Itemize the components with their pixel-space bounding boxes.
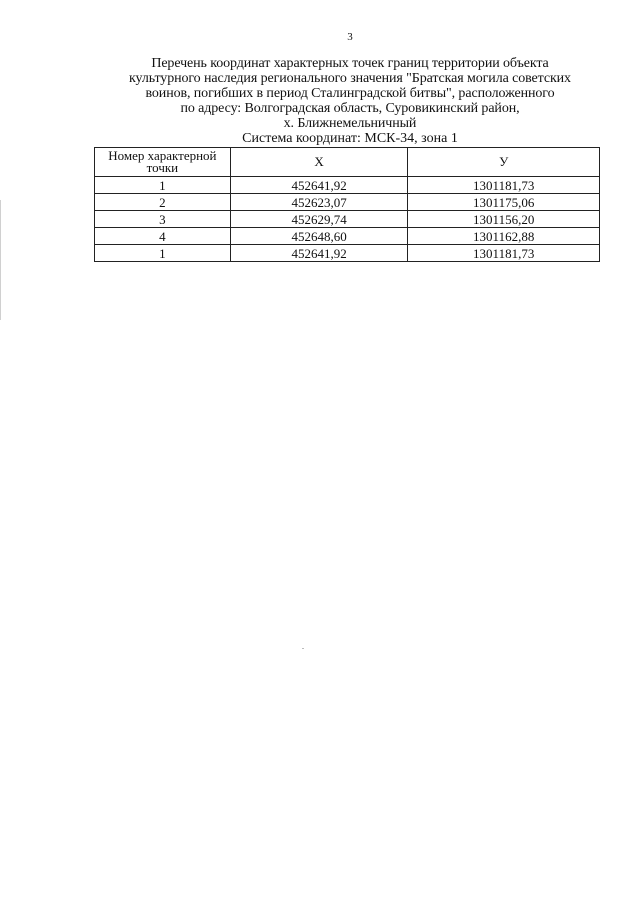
cell-point: 2: [95, 194, 231, 211]
coordinate-system-label: Система координат: МСК-34, зона 1: [242, 131, 458, 146]
title-line: культурного наследия регионального значения "Братская могила советских: [129, 71, 571, 86]
cell-x: 452629,74: [230, 211, 408, 228]
cell-y: 1301162,88: [408, 228, 600, 245]
title-line: по адресу: Волгоградская область, Суровикинский район,: [180, 101, 520, 116]
header-point-number: Номер характерной точки: [95, 148, 231, 177]
table-row: [95, 228, 600, 245]
scan-margin-line: [0, 200, 1, 320]
table-row: [95, 245, 600, 262]
cell-point: 1: [95, 245, 231, 262]
cell-x: 452623,07: [230, 194, 408, 211]
title-line: х. Ближнемельничный: [283, 116, 417, 131]
cell-x: 452641,92: [230, 245, 408, 262]
cell-x: 452641,92: [230, 177, 408, 194]
table-header-row: [95, 148, 600, 177]
table-row: [95, 211, 600, 228]
header-y: У: [408, 148, 600, 177]
cell-point: 1: [95, 177, 231, 194]
cell-y: 1301181,73: [408, 177, 600, 194]
table-row: [95, 194, 600, 211]
table-row: [95, 177, 600, 194]
document-title: [60, 56, 640, 131]
title-line: воинов, погибших в период Сталинградской битвы", расположенного: [145, 86, 555, 101]
cell-x: 452648,60: [230, 228, 408, 245]
cell-y: 1301175,06: [408, 194, 600, 211]
cell-y: 1301181,73: [408, 245, 600, 262]
page-number: 3: [347, 31, 353, 43]
header-x: X: [230, 148, 408, 177]
title-line: Перечень координат характерных точек границ территории объекта: [151, 56, 549, 71]
coordinates-table: [94, 147, 600, 262]
cell-y: 1301156,20: [408, 211, 600, 228]
scan-speck: [302, 648, 304, 649]
cell-point: 3: [95, 211, 231, 228]
cell-point: 4: [95, 228, 231, 245]
